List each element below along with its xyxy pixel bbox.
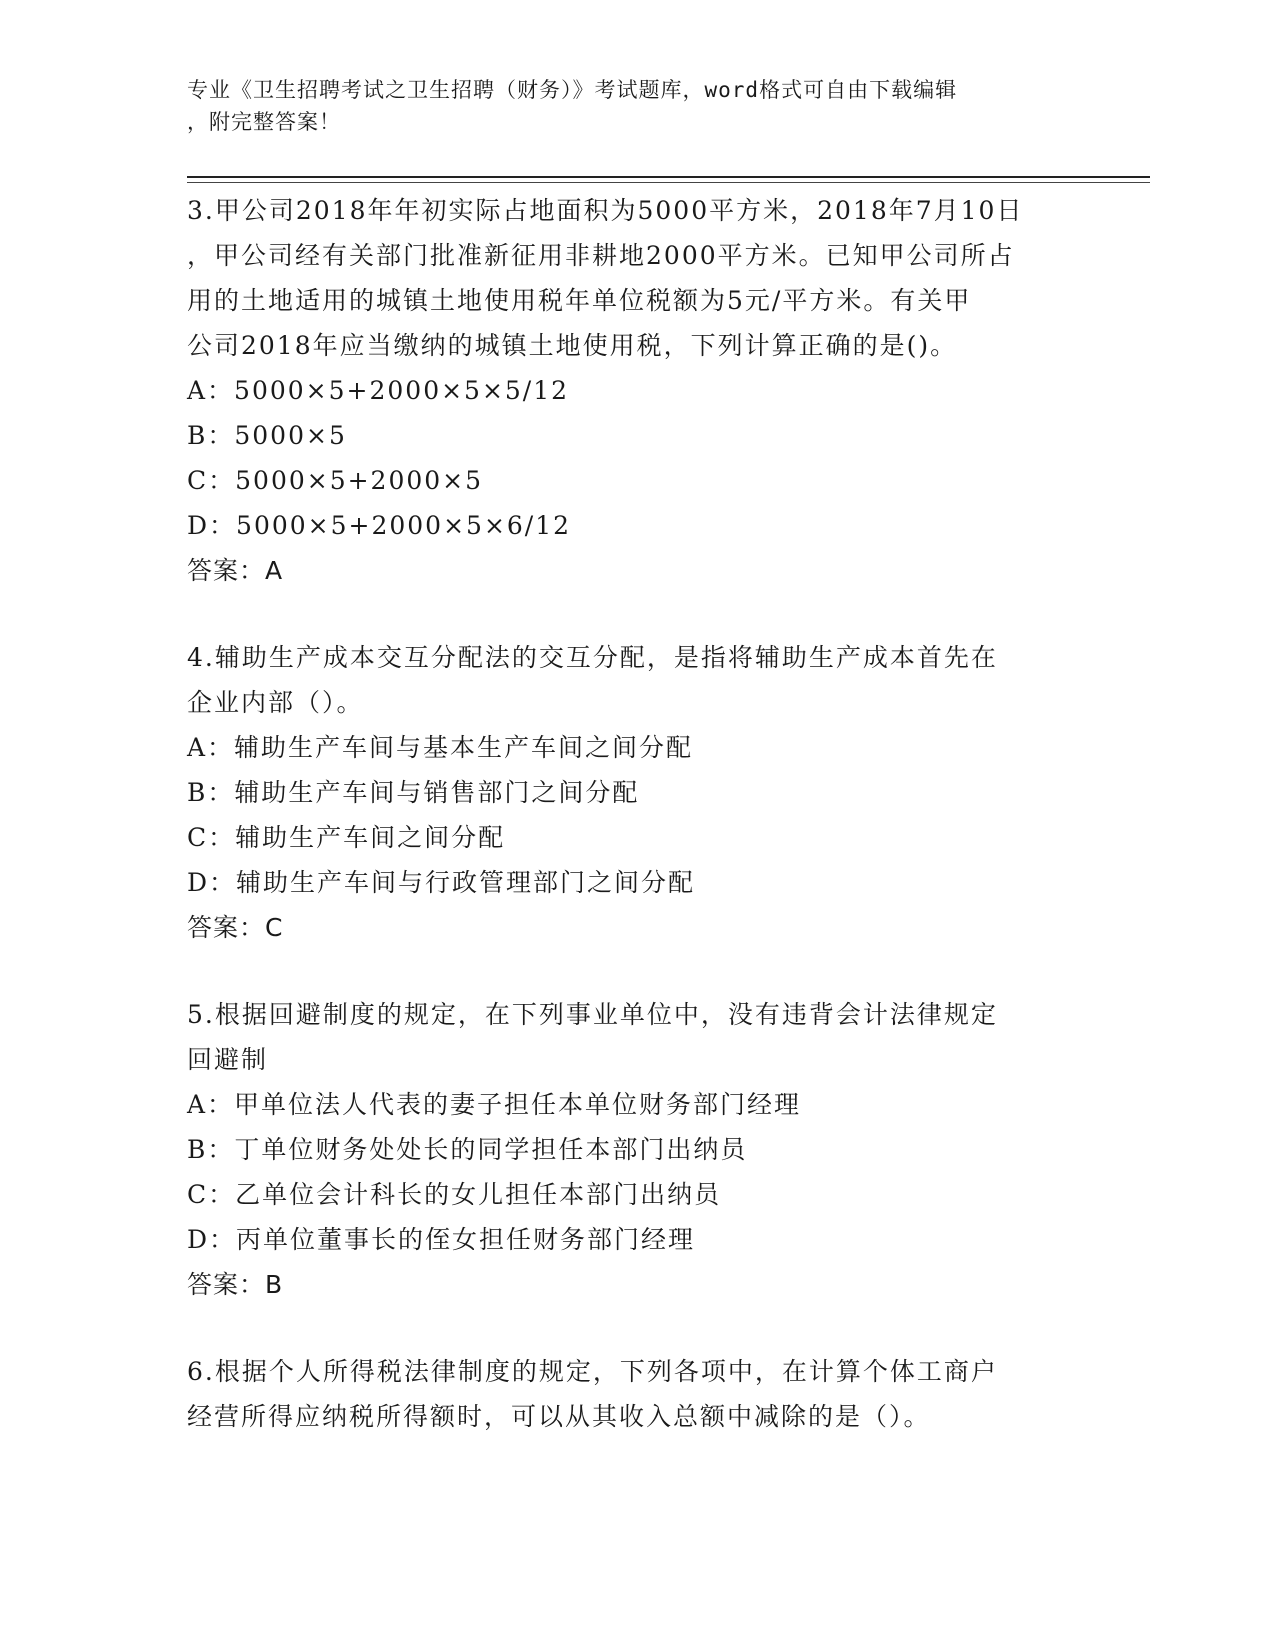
page-header [187, 74, 1087, 138]
option-a: A：辅助生产车间与基本生产车间之间分配 [187, 733, 694, 762]
option-d: D：5000×5+2000×5×6/12 [187, 511, 572, 540]
option-b: B：辅助生产车间与销售部门之间分配 [187, 778, 640, 807]
option-b: B：丁单位财务处处长的同学担任本部门出纳员 [187, 1135, 748, 1164]
question-text-line: 6.根据个人所得税法律制度的规定，下列各项中，在计算个体工商户 [187, 1357, 998, 1386]
question-text-line: 经营所得应纳税所得额时，可以从其收入总额中减除的是（）。 [187, 1402, 931, 1431]
header-line-2: ，附完整答案！ [187, 110, 341, 134]
question-text-line: 回避制 [187, 1045, 269, 1074]
question-text-line: 企业内部（）。 [187, 688, 364, 717]
option-c: C：5000×5+2000×5 [187, 466, 484, 495]
question-text-line: 5.根据回避制度的规定，在下列事业单位中，没有违背会计法律规定 [187, 1000, 998, 1029]
question-text-line: 3.甲公司2018年年初实际占地面积为5000平方米，2018年7月10日 [187, 196, 1024, 225]
question-text-line: 用的土地适用的城镇土地使用税年单位税额为5元/平方米。有关甲 [187, 286, 972, 315]
question-5 [187, 992, 1087, 1307]
question-4 [187, 635, 1087, 950]
answer: 答案：B [187, 1270, 284, 1299]
header-line-1: 专业《卫生招聘考试之卫生招聘（财务）》考试题库，word格式可自由下载编辑 [187, 78, 958, 102]
question-text-line: 4.辅助生产成本交互分配法的交互分配，是指将辅助生产成本首先在 [187, 643, 998, 672]
option-d: D：丙单位董事长的侄女担任财务部门经理 [187, 1225, 696, 1254]
answer: 答案：A [187, 556, 284, 585]
header-divider-thick [187, 176, 1150, 178]
question-6 [187, 1349, 1087, 1439]
answer: 答案：C [187, 913, 284, 942]
header-divider-thin [187, 182, 1150, 183]
question-text-line: 公司2018年应当缴纳的城镇土地使用税，下列计算正确的是()。 [187, 331, 958, 360]
option-a: A：甲单位法人代表的妻子担任本单位财务部门经理 [187, 1090, 802, 1119]
question-text-line: ，甲公司经有关部门批准新征用非耕地2000平方米。已知甲公司所占 [187, 241, 1015, 270]
question-list [187, 188, 1087, 1481]
option-d: D：辅助生产车间与行政管理部门之间分配 [187, 868, 696, 897]
option-c: C：辅助生产车间之间分配 [187, 823, 506, 852]
option-b: B：5000×5 [187, 421, 347, 450]
question-3 [187, 188, 1087, 593]
option-c: C：乙单位会计科长的女儿担任本部门出纳员 [187, 1180, 722, 1209]
option-a: A：5000×5+2000×5×5/12 [187, 376, 570, 405]
